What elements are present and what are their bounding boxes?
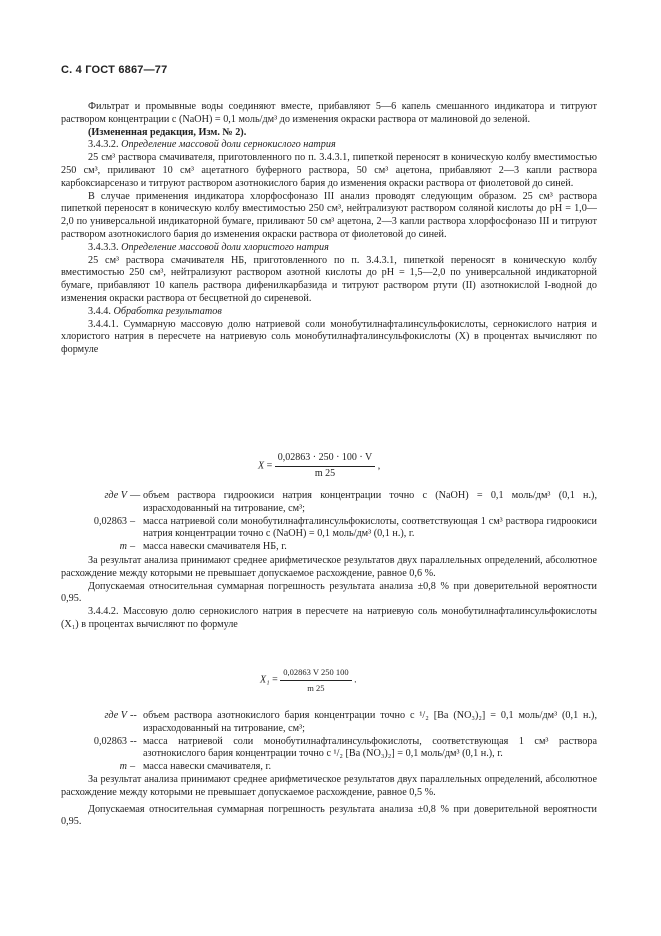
- paragraph: В случае применения индикатора хлорфосфоназо III анализ проводят следующим образом. 25 см³ раствора пипеткой переносят в коническую колбу вместимостью 250 см³, нейтрализуют раствором соляной кислоты до pH = 1,0—2,0 по универсальной индикаторной бумаге, приливают 50 см³ ацетона, 2—3 капли раствора хлорфосфоназо III и титруют раствором азотнокислого бария до изменения окраски раствора от фиолетовой до синей.: [61, 190, 597, 240]
- where-desc: объем раствора гидроокиси натрия концентрации точно c (NaOH) = 0,1 моль/дм³ (0,1 н.), израсходованный на титрование, см³;: [143, 490, 597, 514]
- paragraph: Допускаемая относительная суммарная погрешность результата анализа ±0,8 % при доверительной вероятности 0,95.: [61, 803, 597, 828]
- where-term: 0,02863: [93, 515, 127, 527]
- revision-note: (Измененная редакция, Изм. № 2).: [88, 126, 247, 138]
- section-heading: 3.4.4. Обработка результатов: [88, 305, 222, 317]
- formula-lhs: X: [258, 460, 265, 472]
- formula-fraction: [280, 666, 351, 695]
- where-row: 0,02863 -- масса натриевой соли монобутилнафталинсульфокислоты, соответствующая 1 см³ раствора азотнокислого бария концентрации точно c ¹/₂ [Ba (NO₃)₂] = 0,1 моль/дм³ (0,1 н.), г.: [61, 736, 597, 762]
- formula-numerator: 0,02863 · 250 · 100 · V: [275, 452, 376, 467]
- paragraph: 25 см³ раствора смачивателя, приготовленного по п. 3.4.3.1, пипеткой переносят в коническую колбу вместимостью 250 см³, приливают 10 см³ ацетатного буферного раствора, 50 см³ ацетона, прибавляют 2—3 капли раствора карбоксиарсеназо и титруют раствором азотнокислого бария до изменения окраски раствора от фиолетовой до синей.: [61, 152, 597, 189]
- text-block-1: [61, 101, 597, 357]
- section-heading: 3.4.3.3. Определение массовой доли хлористого натрия: [88, 241, 329, 253]
- where-desc: масса натриевой соли монобутилнафталинсульфокислоты, соответствующая 1 см³ раствора гидроокиси натрия концентрации точно c (NaOH) = 0,1 моль/дм³ (0,1 н.), г.: [143, 515, 597, 540]
- page-header: С. 4 ГОСТ 6867—77: [61, 64, 168, 76]
- paragraph: Фильтрат и промывные воды соединяют вместе, прибавляют 5—6 капель смешанного индикатора и титруют раствором концентрации c (NaOH) = 0,1 моль/дм³ до изменения окраски раствора от малиновой до зеленой.: [61, 101, 597, 125]
- formula-lhs: X₁: [260, 674, 270, 686]
- paragraph: 25 см³ раствора смачивателя НБ, приготовленного по п. 3.4.3.1, пипеткой переносят в коническую колбу вместимостью 250 см³, нейтрализуют раствором азотной кислоты до pH = 1,5—2,0 по универсальной индикаторной бумаге, прибавляют 10 капель раствора дифенилкарбазида и титруют раствором ртути (II) азотнокислой I-водной до изменения окраски раствора от бесцветной до сиреневой.: [61, 254, 597, 304]
- where-term: m: [119, 761, 127, 773]
- text-block-3: [61, 774, 597, 829]
- formula-denominator: m 25: [307, 682, 325, 693]
- where-list-2: [61, 710, 597, 774]
- formula-2: X₁ = $\frac{0,02863 V 250 100}{m 25}$ .: [260, 667, 357, 693]
- text-block-2: [61, 555, 597, 632]
- where-term: где V: [104, 490, 127, 501]
- where-row: где V — объем раствора гидроокиси натрия концентрации точно c (NaOH) = 0,1 моль/дм³ (0,1 н.), израсходованный на титрование, см³;: [61, 490, 597, 516]
- where-row: m – масса навески смачивателя, г.: [61, 761, 597, 774]
- where-term: 0,02863: [93, 735, 127, 747]
- where-row: 0,02863 – масса натриевой соли монобутилнафталинсульфокислоты, соответствующая 1 см³ раствора гидроокиси натрия концентрации точно c (NaOH) = 0,1 моль/дм³ (0,1 н.), г.: [61, 516, 597, 542]
- where-desc: объем раствора азотнокислого бария концентрации точно c ¹/₂ [Ba (NO₃)₂] = 0,1 моль/дм³ (0,1 н.), израсходованный на титрование, см³;: [143, 710, 597, 734]
- where-row: m – масса навески смачивателя НБ, г.: [61, 541, 597, 554]
- section-heading: 3.4.3.2. Определение массовой доли сернокислого натрия: [88, 139, 336, 151]
- formula-1: X = $\frac{0,02863 \cdot 250 \cdot 100 \cdot V}{m 25}$ ,: [258, 452, 381, 479]
- where-desc: масса навески смачивателя НБ, г.: [143, 541, 287, 553]
- paragraph: 3.4.4.1. Суммарную массовую долю натриевой соли монобутилнафталинсульфокислоты, сернокислого натрия и хлористого натрия в пересчете на натриевую соль монобутилнафталинсульфокислоты (X) в процентах вычисляют по формуле: [61, 318, 597, 356]
- where-desc: масса натриевой соли монобутилнафталинсульфокислоты, соответствующая 1 см³ раствора азотнокислого бария концентрации точно c ¹/₂ [Ba (NO₃)₂] = 0,1 моль/дм³ (0,1 н.), г.: [143, 735, 597, 760]
- where-row: где V -- объем раствора азотнокислого бария концентрации точно c ¹/₂ [Ba (NO₃)₂] = 0,1 моль/дм³ (0,1 н.), израсходованный на титрование, см³;: [61, 710, 597, 736]
- paragraph: Допускаемая относительная суммарная погрешность результата анализа ±0,8 % при доверительной вероятности 0,95.: [61, 580, 597, 605]
- paragraph: За результат анализа принимают среднее арифметическое результатов двух параллельных определений, абсолютное расхождение между которыми не превышает допускаемое расхождение, равное 0,6 %.: [61, 555, 597, 579]
- paragraph: 3.4.4.2. Массовую долю сернокислого натрия в пересчете на натриевую соль монобутилнафталинсульфокислоты (X₁) в процентах вычисляют по формуле: [61, 606, 597, 630]
- where-term: где V: [104, 710, 127, 721]
- where-list-1: [61, 490, 597, 554]
- formula-denominator: m 25: [314, 467, 336, 479]
- where-term: m: [119, 541, 127, 553]
- formula-numerator: 0,02863 V 250 100: [280, 666, 351, 681]
- where-desc: масса навески смачивателя, г.: [143, 761, 272, 773]
- paragraph: За результат анализа принимают среднее арифметическое результатов двух параллельных определений, абсолютное расхождение между которыми не превышает допускаемое расхождение, равное 0,5 %.: [61, 774, 597, 798]
- formula-fraction: [275, 452, 376, 481]
